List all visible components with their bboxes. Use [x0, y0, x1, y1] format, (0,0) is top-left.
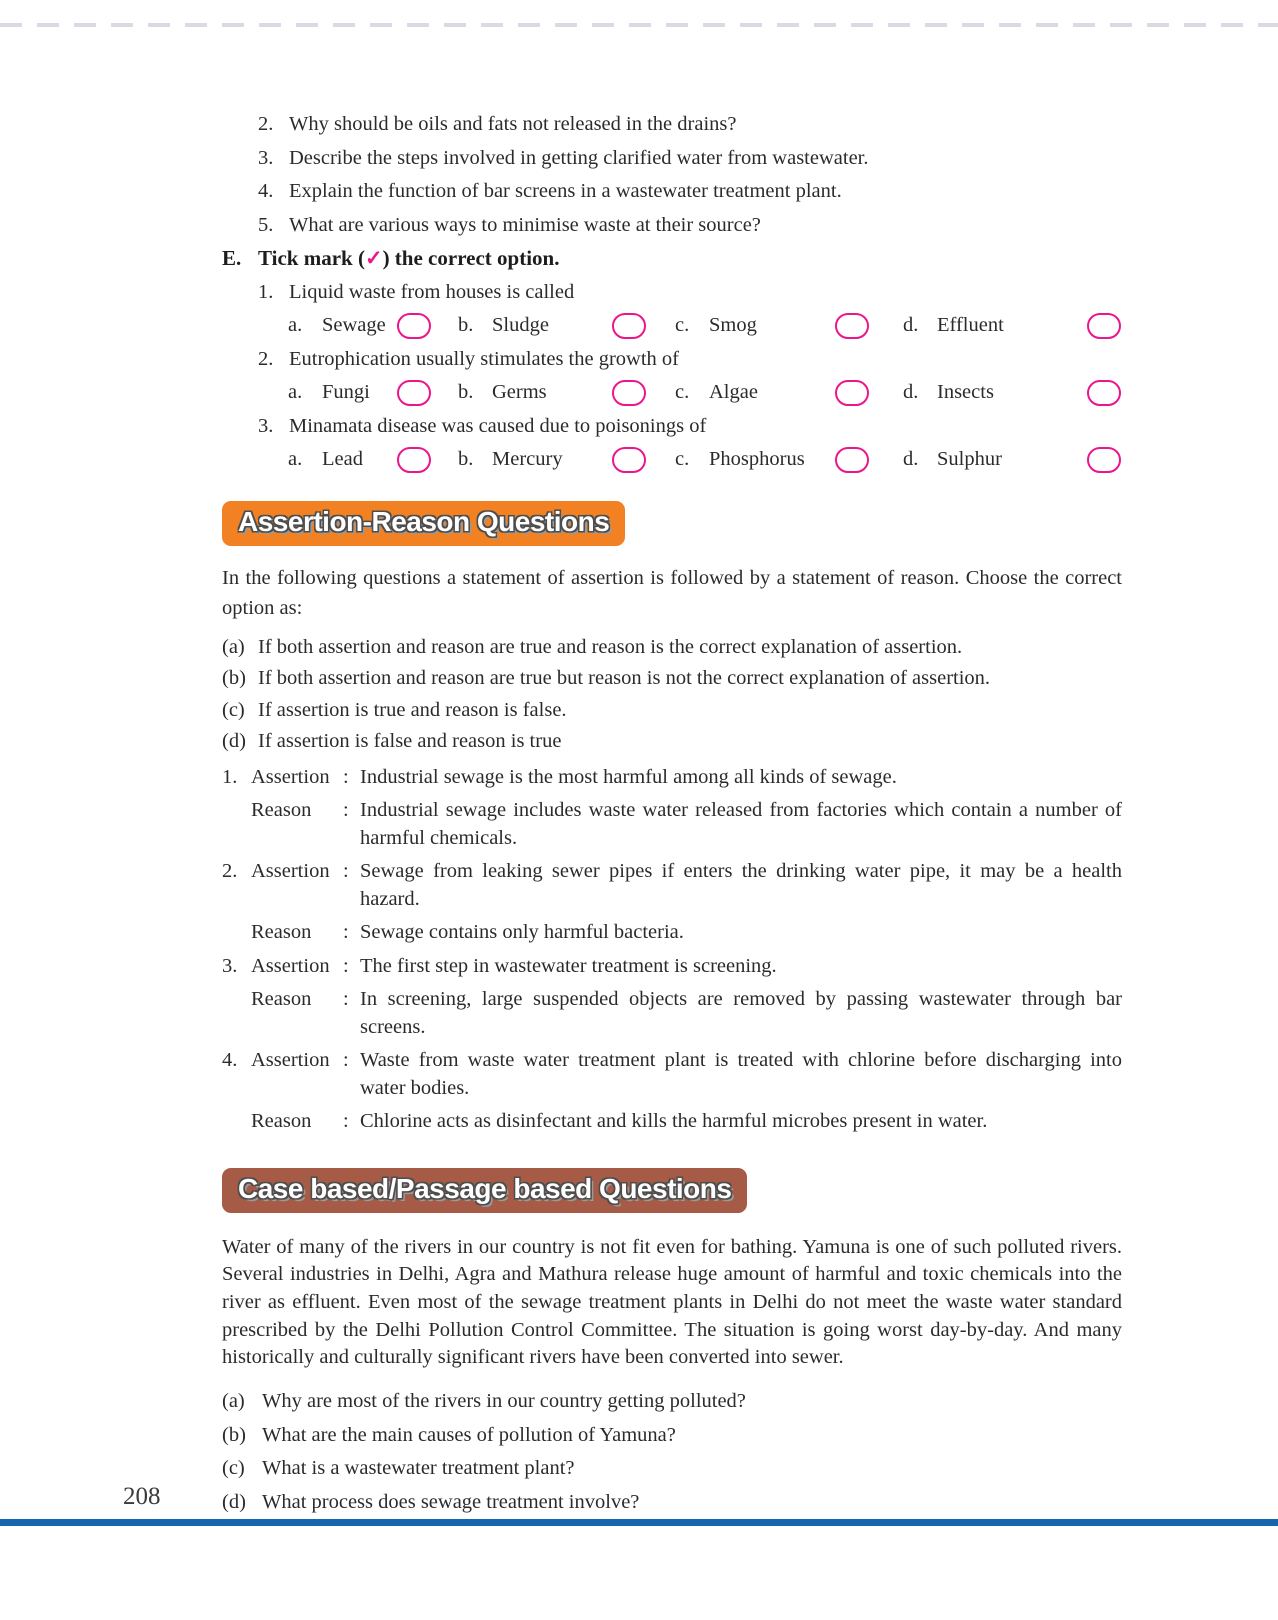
- option-label: Germs: [492, 381, 547, 403]
- choice-text: If assertion is false and reason is true: [258, 730, 562, 752]
- question-text: Describe the steps involved in getting clarified water from wastewater.: [289, 146, 869, 169]
- option-label: Sulphur: [937, 448, 1002, 470]
- choice-letter: (c): [222, 698, 245, 721]
- reason-label: Reason: [251, 799, 312, 821]
- colon: :: [343, 860, 349, 882]
- question-text: What are various ways to minimise waste at their source?: [289, 213, 761, 236]
- case-question: [222, 1486, 1122, 1520]
- tick-check-icon: ✓: [364, 246, 383, 270]
- option-letter: d.: [903, 381, 919, 403]
- item-number-spacer: [222, 986, 251, 1041]
- choice-item: [222, 726, 1122, 758]
- choice-text: If both assertion and reason are true but reason is not the correct explanation of assertion.: [258, 667, 991, 689]
- colon: :: [343, 988, 349, 1010]
- assertion-row: [222, 1047, 1122, 1102]
- colon: :: [343, 799, 349, 821]
- mcq-option: [903, 376, 1122, 410]
- option-label: Insects: [937, 381, 994, 403]
- colon: :: [343, 1110, 349, 1132]
- option-letter: a.: [288, 314, 303, 336]
- question-text: Explain the function of bar screens in a wastewater treatment plant.: [289, 180, 842, 202]
- assertion-label: Assertion: [251, 765, 330, 788]
- choice-item: [222, 695, 1122, 727]
- option-tick-circle[interactable]: [397, 313, 431, 339]
- question-text: Eutrophication usually stimulates the growth of: [289, 347, 680, 370]
- item-number: 1.: [222, 765, 238, 788]
- option-tick-circle[interactable]: [1087, 380, 1121, 406]
- reason-row: [222, 797, 1122, 852]
- mcq-options-row: [258, 376, 1122, 410]
- option-label: Algae: [709, 381, 758, 403]
- question-text: What is a wastewater treatment plant?: [262, 1457, 575, 1480]
- mcq-options-row: [258, 443, 1122, 477]
- choice-text: If both assertion and reason are true and reason is the correct explanation of assertion.: [258, 635, 963, 658]
- item-number: 2.: [222, 860, 238, 882]
- mcq-option: [675, 309, 903, 343]
- reason-text: Chlorine acts as disinfectant and kills the harmful microbes present in water.: [360, 1110, 988, 1132]
- case-question: [222, 1385, 1122, 1419]
- question-number: 3.: [258, 414, 274, 437]
- section-title-pre: Tick mark (: [258, 246, 365, 270]
- assertion-label: Assertion: [251, 860, 330, 882]
- option-tick-circle[interactable]: [1087, 447, 1121, 473]
- question-number: 2.: [258, 347, 274, 370]
- choice-letter: (a): [222, 635, 245, 658]
- option-tick-circle[interactable]: [612, 447, 646, 473]
- footer-blue-rule: [0, 1519, 1278, 1526]
- option-letter: c.: [675, 448, 690, 470]
- question-text: What process does sewage treatment involve?: [262, 1490, 640, 1513]
- option-letter: c.: [675, 314, 690, 336]
- case-passage: Water of many of the rivers in our country is not fit even for bathing. Yamuna is one of such polluted rivers. Several industries in Delhi, Agra and Mathura release huge amount of harmful and toxic chemicals into the river as effluent. Even most of the sewage treatment plants in Delhi do not meet the waste water standard prescribed by the Delhi Pollution Control Committee. The situation is going worst day-by-day. And many historically and culturally significant rivers have been converted into sewer.: [222, 1235, 1122, 1369]
- question-letter: (b): [222, 1423, 246, 1446]
- section-title: [258, 242, 559, 276]
- option-tick-circle[interactable]: [612, 380, 646, 406]
- reason-row: [222, 1108, 1122, 1136]
- reason-text: Sewage contains only harmful bacteria.: [360, 921, 684, 943]
- reason-label: Reason: [251, 921, 312, 943]
- reason-text: In screening, large suspended objects are removed by passing wastewater through bar screens.: [360, 988, 1122, 1038]
- option-tick-circle[interactable]: [612, 313, 646, 339]
- section-letter: E.: [222, 246, 242, 270]
- mcq-option: [288, 309, 458, 343]
- question-number: 2.: [258, 113, 274, 135]
- reason-text: Industrial sewage includes waste water released from factories which contain a number of harmful chemicals.: [360, 799, 1122, 849]
- item-number: 4.: [222, 1049, 238, 1071]
- case-question: [222, 1419, 1122, 1453]
- option-label: Sewage: [322, 314, 386, 336]
- page-top-dashed-divider: [0, 23, 1278, 27]
- option-letter: a.: [288, 381, 303, 403]
- question-text: Liquid waste from houses is called: [289, 280, 575, 303]
- colon: :: [343, 1049, 349, 1071]
- option-label: Effluent: [937, 314, 1004, 336]
- mcq-option: [458, 376, 675, 410]
- mcq-option: [903, 443, 1122, 477]
- question-text: Why should be oils and fats not released in the drains?: [289, 113, 737, 135]
- case-based-banner: Case based/Passage based Questions: [222, 1168, 747, 1213]
- list-item: [258, 108, 1122, 142]
- assertion-text: Industrial sewage is the most harmful among all kinds of sewage.: [360, 765, 897, 788]
- mcq-block: [222, 276, 1122, 477]
- choice-item: [222, 663, 1122, 695]
- page-content: [222, 108, 1122, 1519]
- assertion-choices: [222, 632, 1122, 758]
- reason-label: Reason: [251, 988, 312, 1010]
- choice-letter: (b): [222, 667, 246, 689]
- question-text: Minamata disease was caused due to poisonings of: [289, 414, 707, 437]
- assertion-intro: In the following questions a statement of assertion is followed by a statement of reason. Choose the correct option as:: [222, 566, 1122, 619]
- mcq-option: [458, 443, 675, 477]
- option-tick-circle[interactable]: [397, 447, 431, 473]
- mcq-question: [258, 276, 1122, 310]
- question-text: What are the main causes of pollution of Yamuna?: [262, 1423, 676, 1446]
- option-tick-circle[interactable]: [835, 380, 869, 406]
- choice-letter: (d): [222, 730, 246, 752]
- option-label: Lead: [322, 448, 363, 470]
- assertion-reason-banner: Assertion-Reason Questions: [222, 501, 625, 546]
- case-questions: [222, 1385, 1122, 1519]
- case-question: [222, 1452, 1122, 1486]
- option-label: Fungi: [322, 381, 370, 403]
- item-number-spacer: [222, 919, 251, 947]
- mcq-question: [258, 410, 1122, 444]
- mcq-option: [458, 309, 675, 343]
- short-questions-list: [222, 108, 1122, 242]
- option-letter: b.: [458, 381, 474, 403]
- mcq-option: [675, 376, 903, 410]
- mcq-option: [288, 443, 458, 477]
- choice-item: [222, 632, 1122, 664]
- assertion-text: Sewage from leaking sewer pipes if enters the drinking water pipe, it may be a health hazard.: [360, 860, 1122, 910]
- option-letter: a.: [288, 448, 303, 470]
- list-item: [258, 175, 1122, 209]
- question-number: 3.: [258, 146, 274, 169]
- question-letter: (d): [222, 1490, 246, 1513]
- option-tick-circle[interactable]: [397, 380, 431, 406]
- reason-label: Reason: [251, 1110, 312, 1132]
- mcq-option: [903, 309, 1122, 343]
- list-item: [258, 209, 1122, 243]
- section-e-heading: [222, 242, 1122, 276]
- assertion-row: [222, 764, 1122, 792]
- question-letter: (c): [222, 1457, 245, 1480]
- option-letter: c.: [675, 381, 690, 403]
- question-letter: (a): [222, 1390, 245, 1413]
- reason-row: [222, 919, 1122, 947]
- option-letter: b.: [458, 314, 474, 336]
- assertion-text: The first step in wastewater treatment is screening.: [360, 954, 777, 977]
- question-number: 5.: [258, 213, 274, 236]
- section-title-post: ) the correct option.: [382, 246, 560, 270]
- mcq-options-row: [258, 309, 1122, 343]
- item-number: 3.: [222, 954, 238, 977]
- option-tick-circle[interactable]: [835, 313, 869, 339]
- option-letter: d.: [903, 448, 919, 470]
- assertion-label: Assertion: [251, 1049, 330, 1071]
- assertion-row: [222, 953, 1122, 981]
- option-label: Mercury: [492, 448, 563, 470]
- assertion-label: Assertion: [251, 954, 330, 977]
- page-number: 208: [123, 1483, 161, 1510]
- option-letter: b.: [458, 448, 474, 470]
- colon: :: [343, 921, 349, 943]
- question-number: 4.: [258, 180, 274, 202]
- option-tick-circle[interactable]: [1087, 313, 1121, 339]
- assertion-items: [222, 764, 1122, 1136]
- colon: :: [343, 765, 349, 788]
- list-item: [258, 142, 1122, 176]
- option-label: Smog: [709, 314, 757, 336]
- option-label: Sludge: [492, 314, 549, 336]
- mcq-option: [288, 376, 458, 410]
- mcq-question: [258, 343, 1122, 377]
- mcq-option: [675, 443, 903, 477]
- colon: :: [343, 954, 349, 977]
- choice-text: If assertion is true and reason is false.: [258, 698, 567, 721]
- assertion-text: Waste from waste water treatment plant is treated with chlorine before discharging into water bodies.: [360, 1049, 1122, 1099]
- option-tick-circle[interactable]: [835, 447, 869, 473]
- option-letter: d.: [903, 314, 919, 336]
- option-label: Phosphorus: [709, 448, 805, 470]
- question-text: Why are most of the rivers in our country getting polluted?: [262, 1390, 746, 1413]
- reason-row: [222, 986, 1122, 1041]
- item-number-spacer: [222, 1108, 251, 1136]
- item-number-spacer: [222, 797, 251, 852]
- question-number: 1.: [258, 280, 274, 303]
- assertion-row: [222, 858, 1122, 913]
